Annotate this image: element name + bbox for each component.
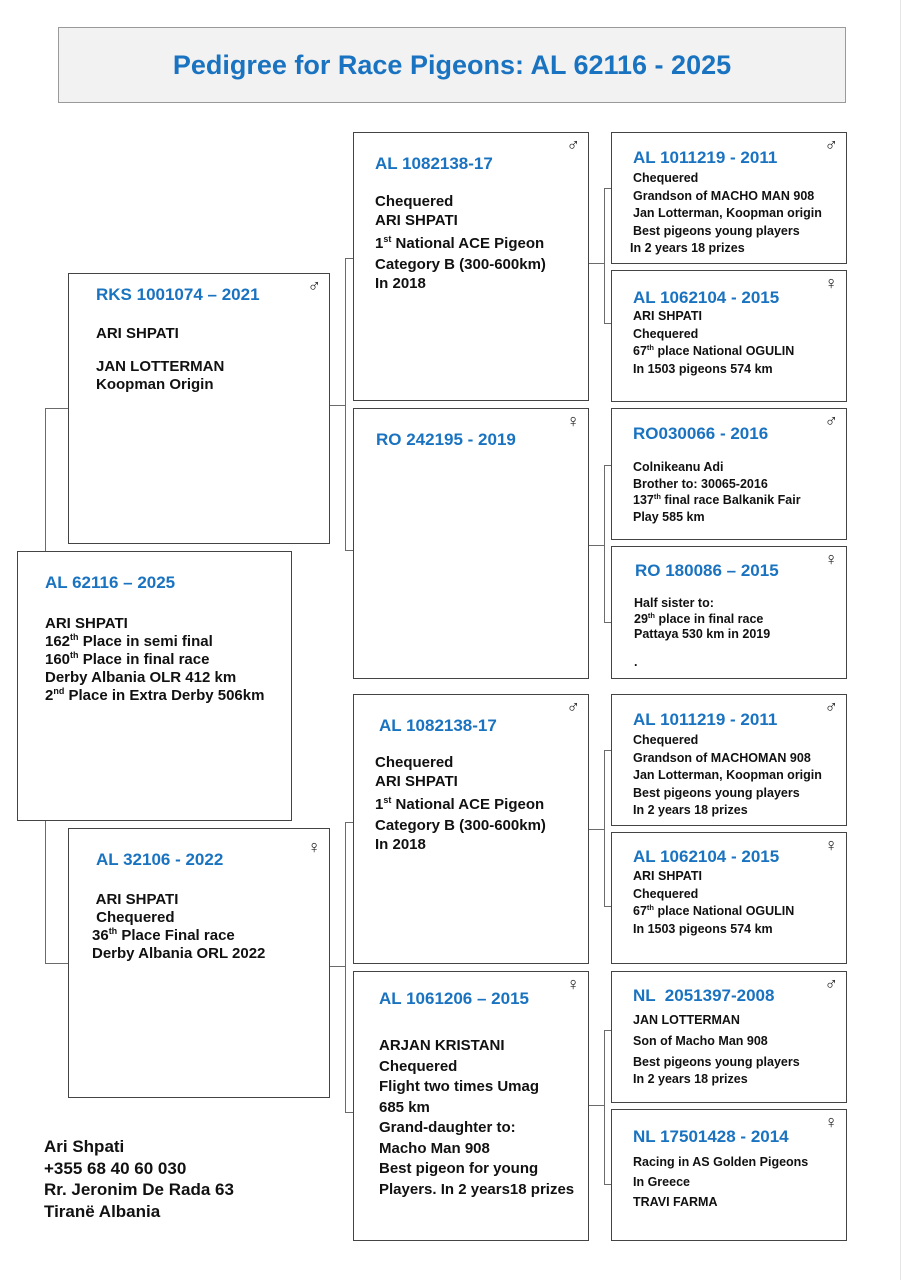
male-icon: ♂	[824, 697, 838, 717]
female-icon: ♀	[824, 1112, 838, 1132]
card-text: JAN LOTTERMAN Son of Macho Man 908 Best pigeons young players In 2 years 18 prizes	[633, 1013, 800, 1086]
great-grandparent-card	[611, 694, 847, 826]
great-grandparent-card	[611, 1109, 847, 1241]
ring-number: AL 1062104 - 2015	[633, 847, 780, 866]
female-icon: ♀	[824, 273, 838, 293]
connector-line	[588, 545, 605, 546]
great-grandparent-card	[611, 132, 847, 264]
ring-number: NL 17501428 - 2014	[633, 1127, 789, 1146]
breeder-name: Ari Shpati	[44, 1137, 125, 1156]
connector-line	[45, 963, 68, 964]
card-text: ARJAN KRISTANI Chequered Flight two times Umag 685 km Grand-daughter to: Macho Man 908 Best pigeon for young Players. In 2 years18 prizes	[379, 1037, 575, 1198]
connector-line	[588, 829, 605, 830]
connector-line	[604, 188, 605, 324]
card-text: Chequered ARI SHPATI 1st National ACE Pigeon Category B (300-600km) In 2018	[375, 754, 546, 853]
connector-line	[45, 408, 68, 409]
connector-line	[45, 820, 46, 964]
title-banner	[58, 27, 846, 103]
ring-number: RO 242195 - 2019	[376, 430, 516, 449]
great-grandparent-card	[611, 408, 847, 540]
male-icon: ♂	[566, 135, 580, 155]
ring-number: AL 1011219 - 2011	[633, 148, 778, 167]
connector-line	[345, 258, 346, 550]
breeder-city: Tiranë Albania	[44, 1201, 161, 1221]
breeder-contact	[44, 1136, 234, 1222]
card-text: Colnikeanu Adi Brother to: 30065-2016 137th final race Balkanik Fair Play 585 km	[633, 460, 801, 524]
male-icon: ♂	[824, 135, 838, 155]
male-icon: ♂	[824, 974, 838, 994]
sire-card	[68, 273, 330, 544]
ring-number: RKS 1001074 – 2021	[96, 285, 260, 304]
connector-line	[329, 966, 346, 967]
breeder-street: Rr. Jeronim De Rada 63	[44, 1180, 234, 1199]
connector-line	[588, 1105, 605, 1106]
card-text: Chequered Grandson of MACHO MAN 908 Jan Lotterman, Koopman origin Best pigeons young players In 2 years 18 prizes	[630, 171, 822, 255]
great-grandparent-card	[611, 270, 847, 402]
ring-number: AL 1061206 – 2015	[379, 989, 529, 1008]
dam-sire-card	[353, 694, 589, 964]
card-text: ARI SHPATI 162th Place in semi final 160th Place in final race Derby Albania OLR 412 km 2nd Place in Extra Derby 506km	[45, 615, 265, 704]
male-icon: ♂	[566, 697, 580, 717]
card-text: ARI SHPATI Chequered 67th place National OGULIN In 1503 pigeons 574 km	[633, 309, 795, 376]
great-grandparent-card	[611, 832, 847, 964]
ring-number: AL 1011219 - 2011	[633, 710, 778, 729]
female-icon: ♀	[824, 835, 838, 855]
subject-card	[17, 551, 292, 821]
card-text: Chequered Grandson of MACHOMAN 908 Jan Lotterman, Koopman origin Best pigeons young players In 2 years 18 prizes	[633, 733, 822, 817]
connector-line	[345, 822, 353, 823]
connector-line	[604, 1030, 605, 1185]
sire-sire-card	[353, 132, 589, 401]
card-text: ARI SHPATI Chequered 36th Place Final race Derby Albania ORL 2022	[92, 891, 266, 962]
male-icon: ♂	[824, 411, 838, 431]
card-text: ARI SHPATI JAN LOTTERMAN Koopman Origin	[96, 325, 225, 393]
connector-line	[329, 405, 346, 406]
card-text: Half sister to: 29th place in final race Pattaya 530 km in 2019 .	[634, 596, 771, 669]
ring-number: AL 1082138-17	[379, 716, 497, 735]
ring-number: AL 32106 - 2022	[96, 850, 224, 869]
connector-line	[345, 822, 346, 1113]
ring-number: AL 62116 – 2025	[45, 573, 176, 592]
female-icon: ♀	[824, 549, 838, 569]
connector-line	[45, 408, 46, 552]
sire-dam-card	[353, 408, 589, 679]
great-grandparent-card	[611, 546, 847, 679]
connector-line	[345, 258, 353, 259]
connector-line	[604, 465, 605, 623]
card-text: ARI SHPATI Chequered 67th place National OGULIN In 1503 pigeons 574 km	[633, 869, 795, 936]
dam-card	[68, 828, 330, 1098]
breeder-phone: +355 68 40 60 030	[44, 1158, 187, 1178]
female-icon: ♀	[307, 837, 321, 857]
ring-number: AL 1062104 - 2015	[633, 288, 780, 307]
female-icon: ♀	[566, 411, 580, 431]
connector-line	[345, 550, 353, 551]
female-icon: ♀	[566, 974, 580, 994]
ring-number: RO030066 - 2016	[633, 424, 769, 443]
ring-number: AL 1082138-17	[375, 154, 493, 173]
male-icon: ♂	[307, 276, 321, 296]
connector-line	[588, 263, 605, 264]
card-text: Racing in AS Golden Pigeons In Greece TRAVI FARMA	[633, 1155, 809, 1209]
ring-number: NL 2051397-2008	[633, 986, 775, 1005]
connector-line	[345, 1112, 353, 1113]
page-title: Pedigree for Race Pigeons: AL 62116 - 2025	[172, 49, 732, 80]
ring-number: RO 180086 – 2015	[635, 561, 779, 580]
great-grandparent-card	[611, 971, 847, 1103]
card-text: Chequered ARI SHPATI 1st National ACE Pigeon Category B (300-600km) In 2018	[375, 193, 546, 292]
dam-dam-card	[353, 971, 589, 1241]
